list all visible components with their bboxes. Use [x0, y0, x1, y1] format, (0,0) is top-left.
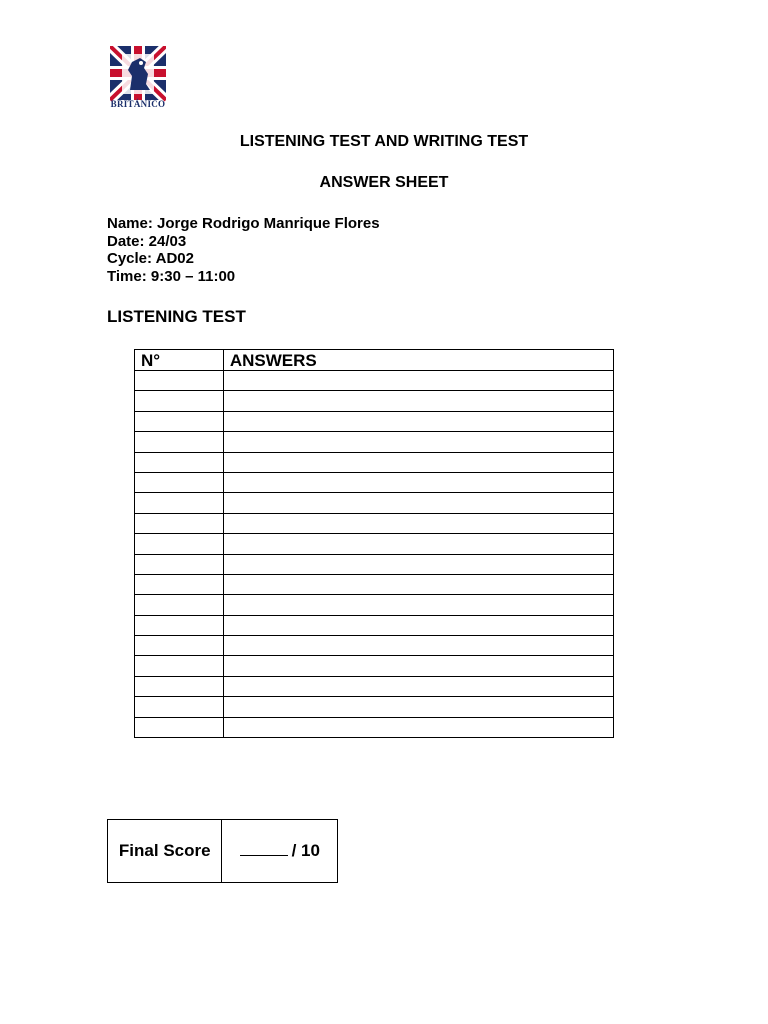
document-subtitle: ANSWER SHEET: [319, 174, 449, 191]
answer-number-cell[interactable]: [135, 534, 224, 554]
answer-text-cell[interactable]: [223, 452, 613, 472]
answer-text-cell[interactable]: [223, 371, 613, 391]
student-info: [107, 215, 380, 285]
answer-text-cell[interactable]: [223, 636, 613, 656]
table-row: [135, 636, 614, 656]
table-row: [135, 656, 614, 676]
final-score-value-cell[interactable]: [222, 820, 338, 883]
answer-text-cell[interactable]: [223, 656, 613, 676]
score-blank-line: [240, 854, 288, 856]
answers-header-row: [135, 350, 614, 371]
test-cycle: Cycle: AD02: [107, 250, 194, 267]
column-header-answers: ANSWERS: [223, 350, 613, 371]
answer-text-cell[interactable]: [223, 513, 613, 533]
answer-number-cell[interactable]: [135, 371, 224, 391]
final-score-value: / 10: [291, 841, 320, 860]
table-row: [135, 411, 614, 431]
table-row: [135, 595, 614, 615]
column-header-number: N°: [135, 350, 224, 371]
answer-number-cell[interactable]: [135, 411, 224, 431]
table-row: [135, 472, 614, 492]
answer-text-cell[interactable]: [223, 391, 613, 411]
answer-text-cell[interactable]: [223, 411, 613, 431]
table-row: [135, 717, 614, 737]
table-row: [135, 391, 614, 411]
table-row: [135, 513, 614, 533]
answer-number-cell[interactable]: [135, 697, 224, 717]
answer-number-cell[interactable]: [135, 656, 224, 676]
test-time: Time: 9:30 – 11:00: [107, 267, 236, 285]
table-row: [135, 697, 614, 717]
answer-number-cell[interactable]: [135, 493, 224, 513]
answer-text-cell[interactable]: [223, 432, 613, 452]
answer-number-cell[interactable]: [135, 452, 224, 472]
table-row: [135, 371, 614, 391]
table-row: [135, 432, 614, 452]
answer-number-cell[interactable]: [135, 676, 224, 696]
answer-text-cell[interactable]: [223, 615, 613, 635]
answer-text-cell[interactable]: [223, 574, 613, 594]
answer-number-cell[interactable]: [135, 554, 224, 574]
table-row: [135, 615, 614, 635]
student-name: Name: Jorge Rodrigo Manrique Flores: [107, 215, 380, 232]
listening-heading: LISTENING TEST: [107, 307, 246, 326]
answer-number-cell[interactable]: [135, 717, 224, 737]
answer-number-cell[interactable]: [135, 636, 224, 656]
table-row: [135, 452, 614, 472]
table-row: [135, 574, 614, 594]
logo-caption: BRITÁNICO: [110, 99, 166, 109]
table-row: [135, 554, 614, 574]
final-score-box: [107, 819, 338, 883]
table-row: [135, 676, 614, 696]
answer-number-cell[interactable]: [135, 513, 224, 533]
final-score-label: Final Score: [108, 820, 222, 883]
answer-number-cell[interactable]: [135, 391, 224, 411]
answer-number-cell[interactable]: [135, 615, 224, 635]
answer-number-cell[interactable]: [135, 574, 224, 594]
test-date: Date: 24/03: [107, 232, 187, 250]
answer-text-cell[interactable]: [223, 472, 613, 492]
answers-table: [134, 349, 614, 738]
answer-text-cell[interactable]: [223, 595, 613, 615]
answer-number-cell[interactable]: [135, 472, 224, 492]
answer-number-cell[interactable]: [135, 432, 224, 452]
answer-text-cell[interactable]: [223, 676, 613, 696]
document-title: LISTENING TEST AND WRITING TEST: [239, 133, 529, 150]
answer-text-cell[interactable]: [223, 717, 613, 737]
table-row: [135, 493, 614, 513]
answer-number-cell[interactable]: [135, 595, 224, 615]
answer-text-cell[interactable]: [223, 534, 613, 554]
answer-text-cell[interactable]: [223, 493, 613, 513]
answer-text-cell[interactable]: [223, 554, 613, 574]
answer-text-cell[interactable]: [223, 697, 613, 717]
table-row: [135, 534, 614, 554]
